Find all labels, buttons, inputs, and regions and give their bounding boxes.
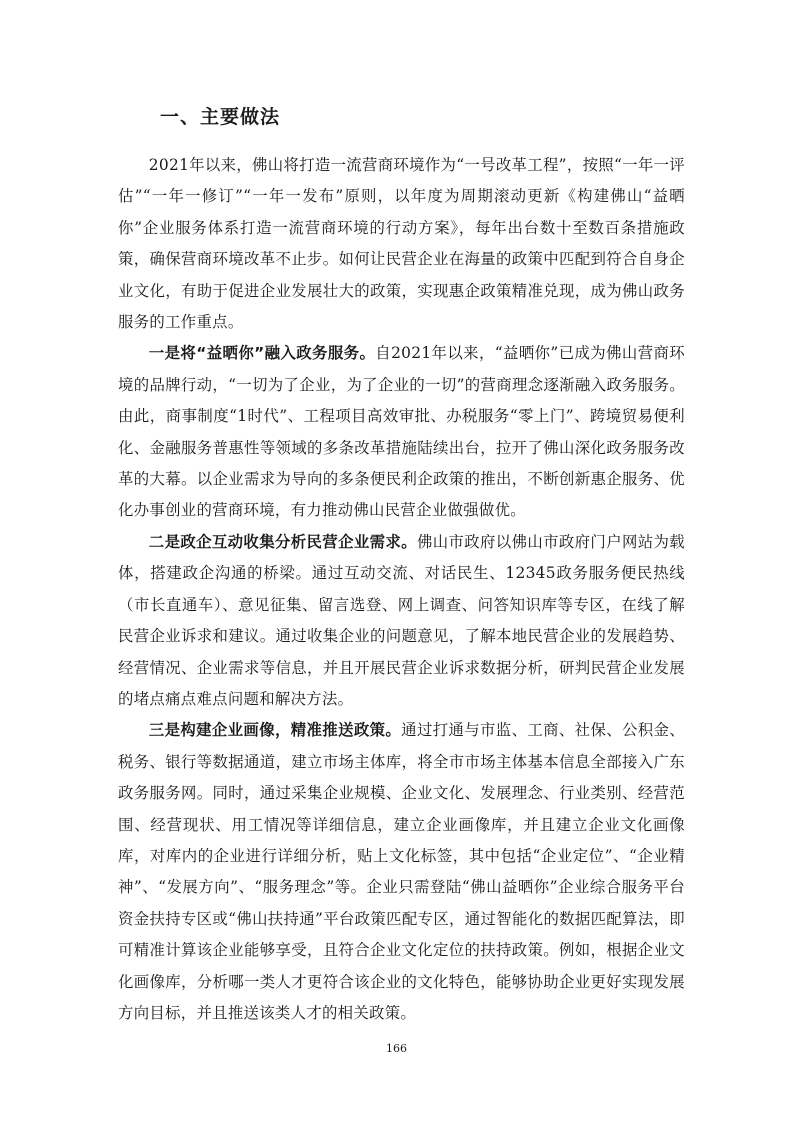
body-text (118, 150, 685, 1029)
paragraph-point-two (118, 527, 685, 715)
paragraph-point-one (118, 338, 685, 526)
paragraph-intro-text: 2021年以来，佛山将打造一流营商环境作为“一号改革工程”，按照“一年一评估”“一年一修订”“一年一发布”原则，以年度为周期滚动更新《构建佛山“益晒你”企业服务体系打造一流营商环境的行动方案》，每年出台数十至数百条措施政策，确保营商环境改革不止步。如何让民营企业在海量的政策中匹配到符合自身企业文化，有助于促进企业发展壮大的政策，实现惠企政策精准兑现，成为佛山政务服务的工作重点。 (118, 156, 685, 332)
page-number: 166 (386, 1042, 407, 1055)
paragraph-point-one-text: 自2021年以来，“益晒你”已成为佛山营商环境的品牌行动，“一切为了企业，为了企业的一切”的营商理念逐渐融入政务服务。由此，商事制度“1时代”、工程项目高效审批、办税服务“零上门”、跨境贸易便利化、金融服务普惠性等领域的多条改革措施陆续出台，拉开了佛山深化政务服务改革的大幕。以企业需求为导向的多条便民利企政策的推出，不断创新惠企服务、优化办事创业的营商环境，有力推动佛山民营企业做强做优。 (118, 344, 685, 520)
section-heading: 一、主要做法 (160, 106, 281, 128)
paragraph-point-three-lead: 三是构建企业画像，精准推送政策。 (148, 721, 402, 740)
paragraph-point-one-lead: 一是将“益晒你”融入政务服务。 (148, 344, 376, 363)
paragraph-point-two-lead: 二是政企互动收集分析民营企业需求。 (148, 532, 417, 551)
paragraph-point-three (118, 715, 685, 1029)
paragraph-intro (118, 150, 685, 338)
paragraph-point-two-text: 佛山市政府以佛山市政府门户网站为载体，搭建政企沟通的桥梁。通过互动交流、对话民生、12345政务服务便民热线（市长直通车）、意见征集、留言选登、网上调查、问答知识库等专区，在线了解民营企业诉求和建议。通过收集企业的问题意见，了解本地民营企业的发展趋势、经营情况、企业需求等信息，并且开展民营企业诉求数据分析，研判民营企业发展的堵点痛点难点问题和解决方法。 (118, 532, 685, 708)
paragraph-point-three-text: 通过打通与市监、工商、社保、公积金、税务、银行等数据通道，建立市场主体库，将全市市场主体基本信息全部接入广东政务服务网。同时，通过采集企业规模、企业文化、发展理念、行业类别、经营范围、经营现状、用工情况等详细信息，建立企业画像库，并且建立企业文化画像库，对库内的企业进行详细分析，贴上文化标签，其中包括“企业定位”、“企业精神”、“发展方向”、“服务理念”等。企业只需登陆“佛山益晒你”企业综合服务平台资金扶持专区或“佛山扶持通”平台政策匹配专区，通过智能化的数据匹配算法，即可精准计算该企业能够享受，且符合企业文化定位的扶持政策。例如，根据企业文化画像库，分析哪一类人才更符合该企业的文化特色，能够协助企业更好实现发展方向目标，并且推送该类人才的相关政策。 (118, 721, 685, 1022)
